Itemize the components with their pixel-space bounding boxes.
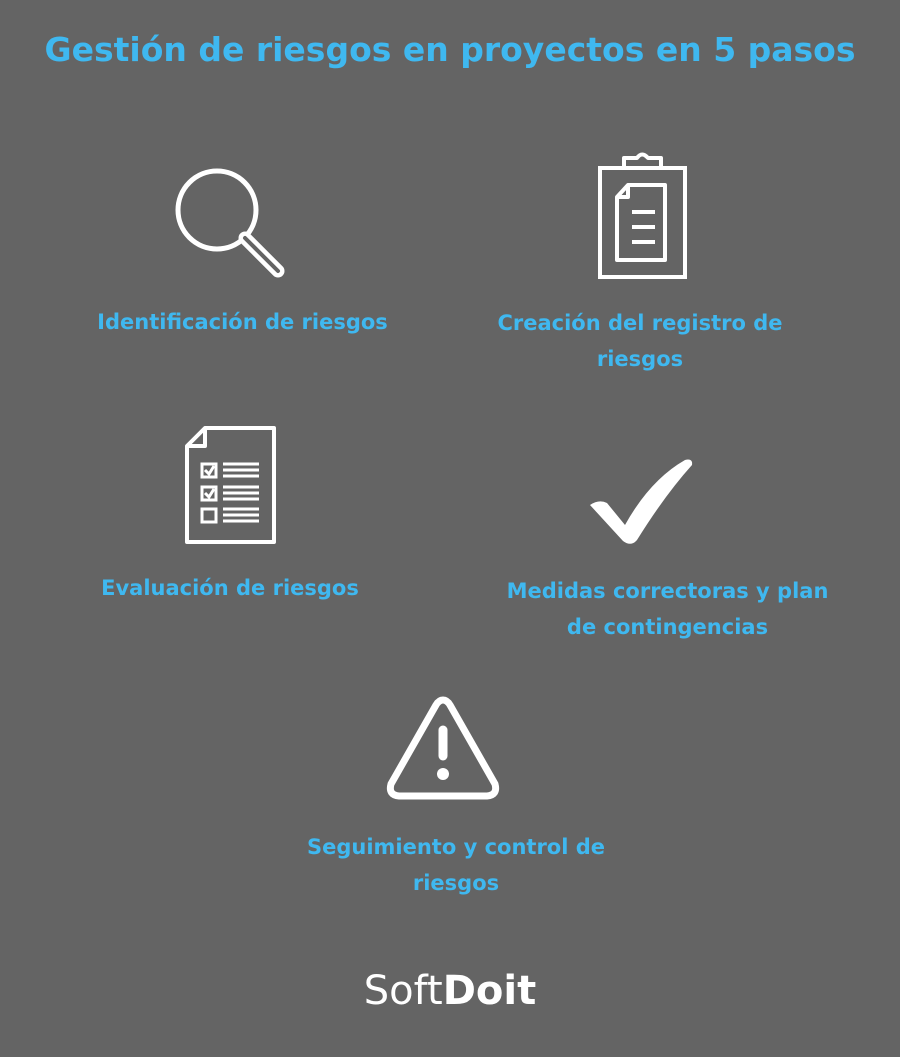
checkmark-icon (585, 455, 700, 550)
clipboard-icon (595, 150, 690, 282)
brand-logo (0, 965, 900, 1017)
brand-logo-bold: Doit (442, 968, 537, 1014)
step-label-seguimiento (260, 829, 652, 901)
step-label-identificacion (40, 304, 445, 340)
step-1-label: Identificación de riesgos (97, 310, 388, 334)
step-2-label-line2: riesgos (596, 347, 684, 371)
magnifier-icon (172, 165, 292, 285)
step-5-label-line2: riesgos (412, 871, 500, 895)
brand-logo-light: Soft (363, 968, 443, 1014)
page-title: Gestión de riesgos en proyectos en 5 pasos (44, 30, 856, 69)
warning-icon (383, 692, 503, 804)
step-2-label-line1: Creación del registro de (497, 311, 783, 335)
step-label-medidas (480, 573, 855, 645)
step-4-label-line1: Medidas correctoras y plan (506, 579, 829, 603)
step-label-registro (440, 305, 840, 377)
step-3-label: Evaluación de riesgos (101, 576, 359, 600)
step-label-evaluacion (30, 570, 430, 606)
step-5-label-line1: Seguimiento y control de (306, 835, 606, 859)
step-4-label-line2: de contingencias (566, 615, 769, 639)
checklist-icon (183, 424, 279, 546)
